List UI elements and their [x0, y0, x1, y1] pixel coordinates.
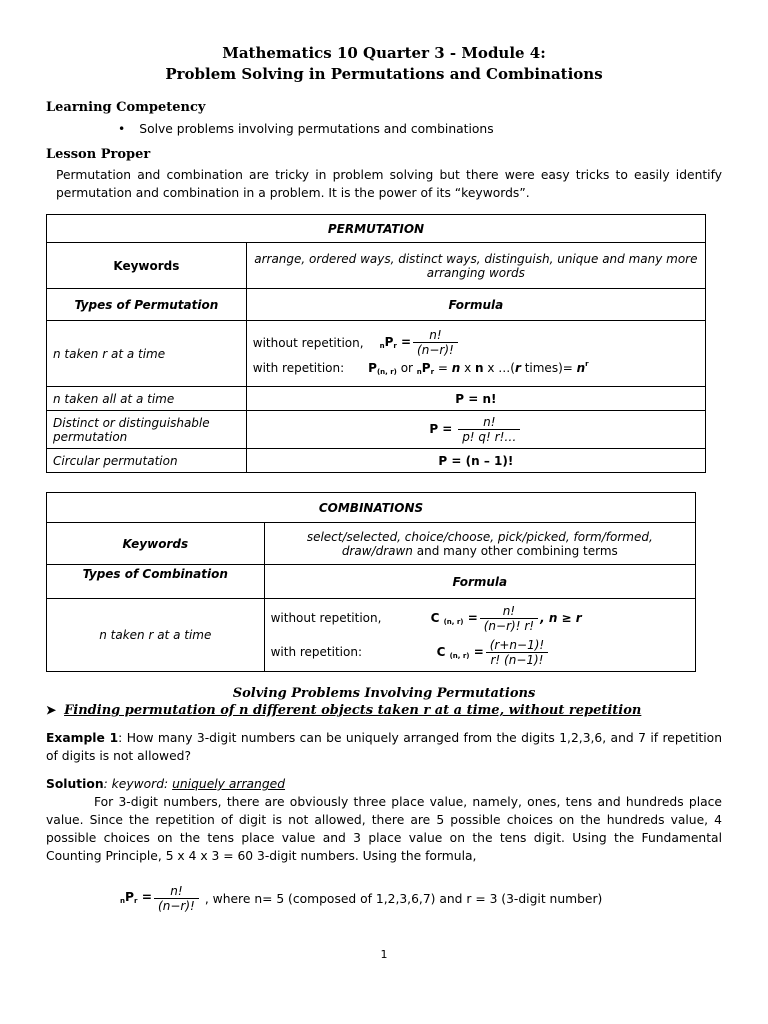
permutation-header: PERMUTATION [47, 215, 706, 243]
solving-heading: Solving Problems Involving Permutations [232, 686, 536, 701]
arrow-bullet-icon: ➤ [46, 703, 57, 717]
comb-without-label: without repetition, [270, 611, 382, 625]
comb-row-formula: without repetition, C $_{(n, r)}$ = $\frac{n!}{(n-r)! r!}$ , n ≥ r with repetition: C $_{(n, r)}$ = $\frac{(r+n-1)!}{r! (n-1)!}$ [264, 599, 695, 672]
permutation-table [46, 214, 706, 473]
perm-row-formula: P = n! [246, 387, 705, 411]
perm-row-formula: P = (n – 1)! [246, 449, 705, 473]
bullet-icon: • [118, 122, 126, 136]
example-1: Example 1: How many 3-digit numbers can be uniquely arranged from the digits 1,2,3,6, and 7 if repetition of digits is not allowed? [46, 731, 722, 763]
page-title-line1: Mathematics 10 Quarter 3 - Module 4: [222, 44, 546, 62]
solving-subheading: ➤ Finding permutation of n different objects taken r at a time, without repetition [46, 703, 642, 718]
perm-row-type: n taken r at a time [47, 321, 247, 387]
page-number: 1 [380, 948, 388, 961]
perm-keywords-label: Keywords [47, 243, 247, 289]
comb-without-cond: , n ≥ r [540, 611, 582, 625]
perm-row-type: Circular permutation [47, 449, 247, 473]
competency-bullet [118, 120, 494, 138]
learning-competency-heading: Learning Competency [46, 100, 206, 115]
perm-with-formula: $P_{(n, r)}$ or $_nP_r = n$ x n x …(r times)= $n^r$ [368, 359, 589, 376]
solution-paragraph: For 3-digit numbers, there are obviously three place value, namely, ones, tens and hundreds place value. Since the repetition of digit is not allowed, there are 5 possible choices on the hundreds value, 4 possible choices on the tens place value and 3 place value on the tens digit. Using the Fundamental Counting Principle, 5 x 4 x 3 = 60 3-digit numbers. Using the formula, [46, 795, 722, 863]
perm-keywords-value: arrange, ordered ways, distinct ways, distinguish, unique and many more arranging words [246, 243, 705, 289]
perm-row-formula: without repetition, $_nP_r$ = $\frac{n!}{(n-r)!}$ with repetition: $P_{(n, r)}$ or $_nP_r = n$ x n x …(r times)= $n^r$ [246, 321, 705, 387]
lesson-proper-heading: Lesson Proper [46, 147, 151, 162]
comb-row-type: n taken r at a time [47, 599, 265, 672]
solution-line: Solution: keyword: uniquely arranged [46, 777, 286, 791]
perm-row-type: Distinct or distinguishable permutation [47, 411, 247, 449]
comb-with-label: with repetition: [270, 645, 362, 659]
competency-text: Solve problems involving permutations and combinations [139, 122, 494, 136]
perm-types-label: Types of Permutation [47, 289, 247, 321]
lesson-intro: Permutation and combination are tricky in problem solving but there were easy tricks to easily identify permutation and combination in a problem. It is the power of its “keywords”. [56, 168, 722, 200]
comb-keywords-value: select/selected, choice/choose, pick/picked, form/formed, draw/drawn and many other combining terms [264, 523, 695, 565]
page-title-line2: Problem Solving in Permutations and Combinations [165, 65, 603, 83]
comb-types-label: Types of Combination [47, 565, 265, 599]
comb-formula-label: Formula [264, 565, 695, 599]
perm-without-label: without repetition, [252, 335, 364, 350]
perm-with-label: with repetition: [252, 360, 345, 375]
comb-keywords-label: Keywords [47, 523, 265, 565]
perm-formula-label: Formula [246, 289, 705, 321]
combination-header: COMBINATIONS [47, 493, 696, 523]
combination-table [46, 492, 696, 672]
perm-row-type: n taken all at a time [47, 387, 247, 411]
solution-formula: $_nP_r$ = $\frac{n!}{(n-r)!}$ , where n= 5 (composed of 1,2,3,6,7) and r = 3 (3-digit number) [120, 884, 603, 913]
perm-fraction: $\frac{n!}{(n-r)!}$ [413, 328, 458, 357]
perm-row-formula: P = $\frac{n!}{p! q! r!\dots}$ [246, 411, 705, 449]
